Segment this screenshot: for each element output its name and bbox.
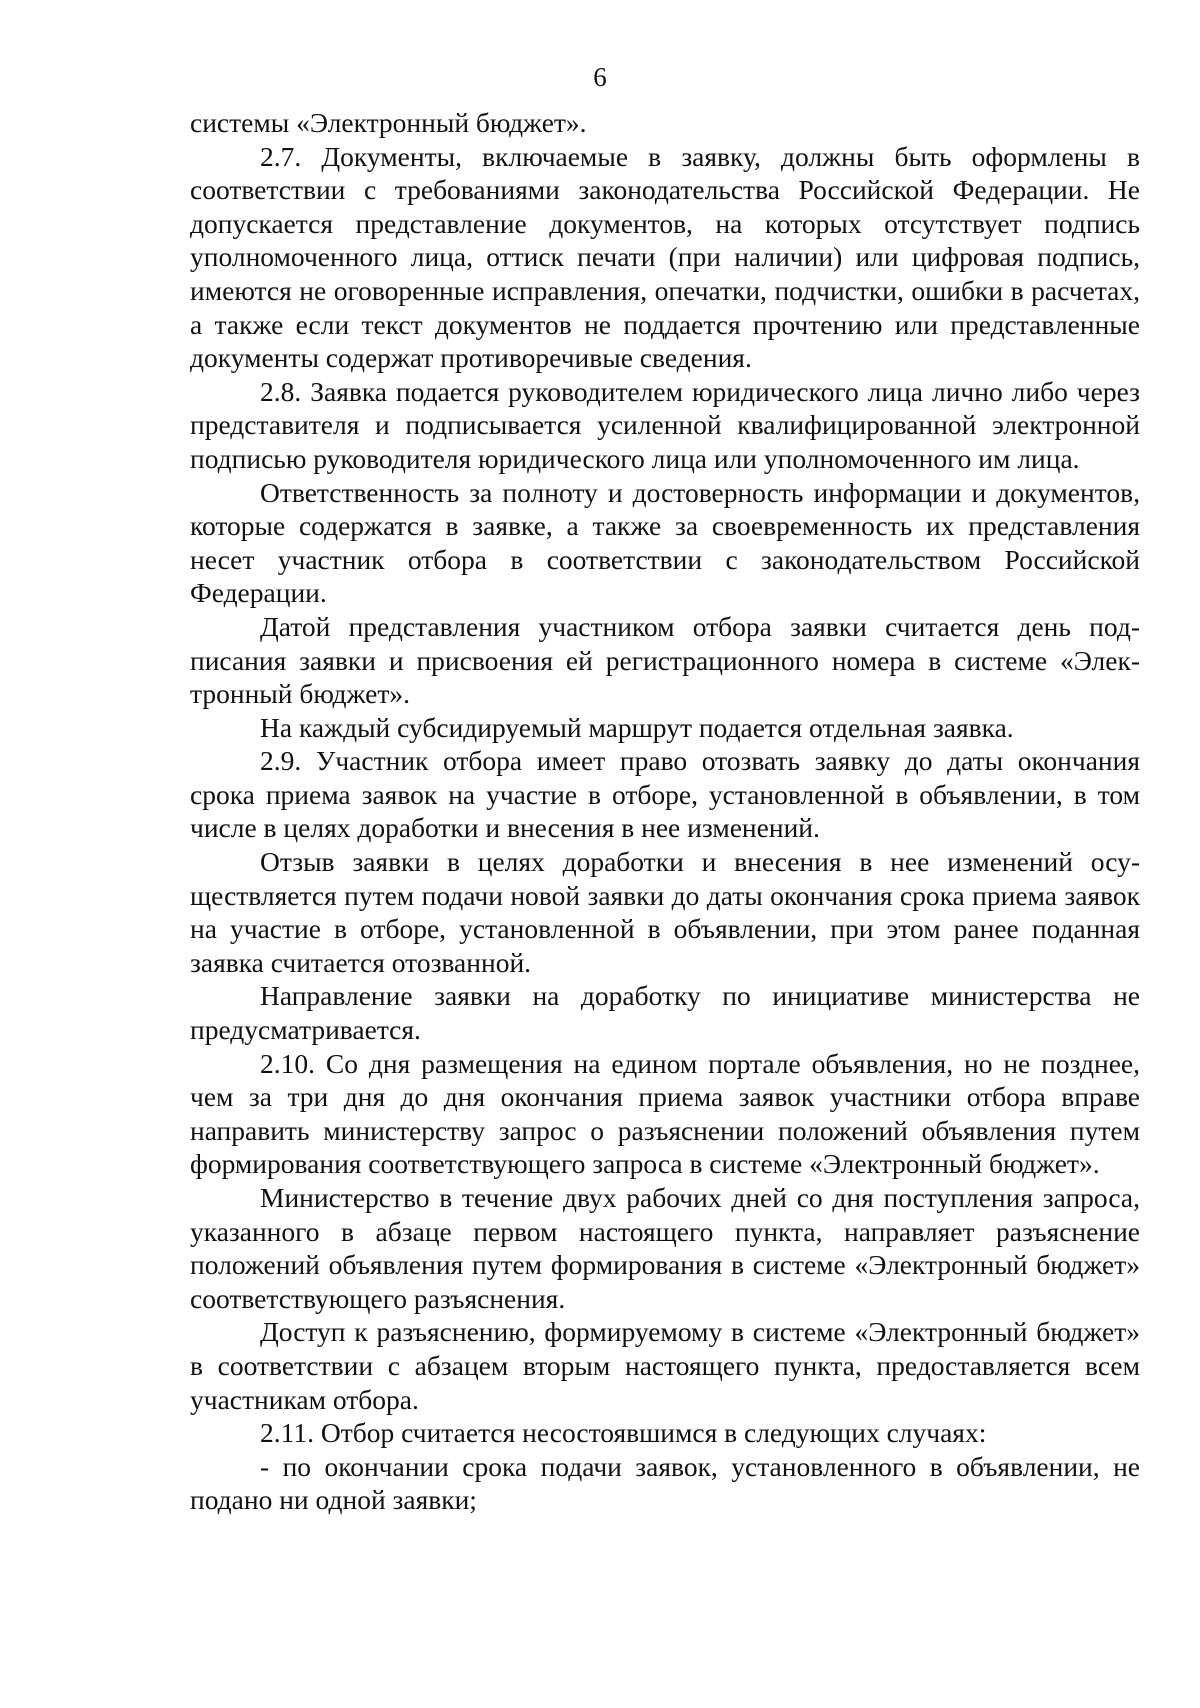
paragraph-revision-direction: Направление заявки на доработку по инициативе министерства не предусматривается.	[190, 980, 1140, 1046]
page-number: 6	[593, 62, 607, 92]
paragraph-2-11: 2.11. Отбор считается несостоявшимся в следующих случаях:	[260, 1417, 987, 1449]
paragraph-separate-application: На каждый субсидируемый маршрут подается отдельная заявка.	[260, 711, 1014, 743]
paragraph-ministry-clarification: Министерство в течение двух рабочих дней со дня поступления запроса, указанного в абзаце первом настоящего пункта, направляет разъяснение положений объявления путем формирования в системе «Электронный бюджет» соответствующего разъяснения.	[190, 1182, 1140, 1314]
paragraph-2-9: 2.9. Участник отбора имеет право отозвать заявку до даты окончания срока приема заявок на участие в отборе, установленной в объявлении, в том числе в целях доработки и внесения в нее изменений.	[190, 745, 1140, 844]
paragraph-list-item: - по окончании срока подачи заявок, установленного в объявлении, не подано ни одной заявки;	[190, 1450, 1140, 1516]
paragraph-submission-date: Датой представления участником отбора заявки считается день подписания заявки и присвоения ей регистрационного номера в системе «Электронный бюджет».	[190, 610, 1140, 710]
document-body	[190, 106, 1140, 1517]
paragraph-withdrawal: Отзыв заявки в целях доработки и внесения в нее изменений осуществляется путем подачи новой заявки до даты окончания срока приема заявок на участие в отборе, установленной в объявлении, при этом ранее поданная заявка считается отозванной.	[190, 846, 1140, 978]
paragraph-clarification-access: Доступ к разъяснению, формируемому в системе «Электронный бюджет» в соответствии с абзацем вторым настоящего пункта, предоставляется всем участникам отбора.	[190, 1316, 1140, 1415]
paragraph-continuation: системы «Электронный бюджет».	[190, 107, 587, 138]
paragraph-2-10: 2.10. Со дня размещения на едином портале объявления, но не позднее, чем за три дня до дня окончания приема заявок участники отбора вправе направить министерству запрос о разъяснении положений объявления путем формирования соответствующего запроса в системе «Электронный бюджет».	[190, 1047, 1140, 1180]
paragraph-2-8: 2.8. Заявка подается руководителем юридического лица лично либо через представителя и подписывается усиленной квалифицированной электронной подписью руководителя юридического лица или уполномоченного им лица.	[190, 375, 1140, 474]
paragraph-2-7: 2.7. Документы, включаемые в заявку, должны быть оформлены в соответствии с требованиями законодательства Российской Федерации. Не допускается представление документов, на которых отсутствует подпись уполномоченного лица, оттиск печати (при наличии) или цифровая подпись, имеются не оговоренные исправления, опечатки, подчистки, ошибки в расчетах, а также если текст документов не поддается прочтению или представленные документы содержат противоречивые сведения.	[190, 140, 1140, 374]
paragraph-responsibility: Ответственность за полноту и достоверность информации и документов, которые содержатся в заявке, а также за своевременность их представления несет участник отбора в соответствии с законодательством Российской Федерации.	[190, 476, 1140, 609]
